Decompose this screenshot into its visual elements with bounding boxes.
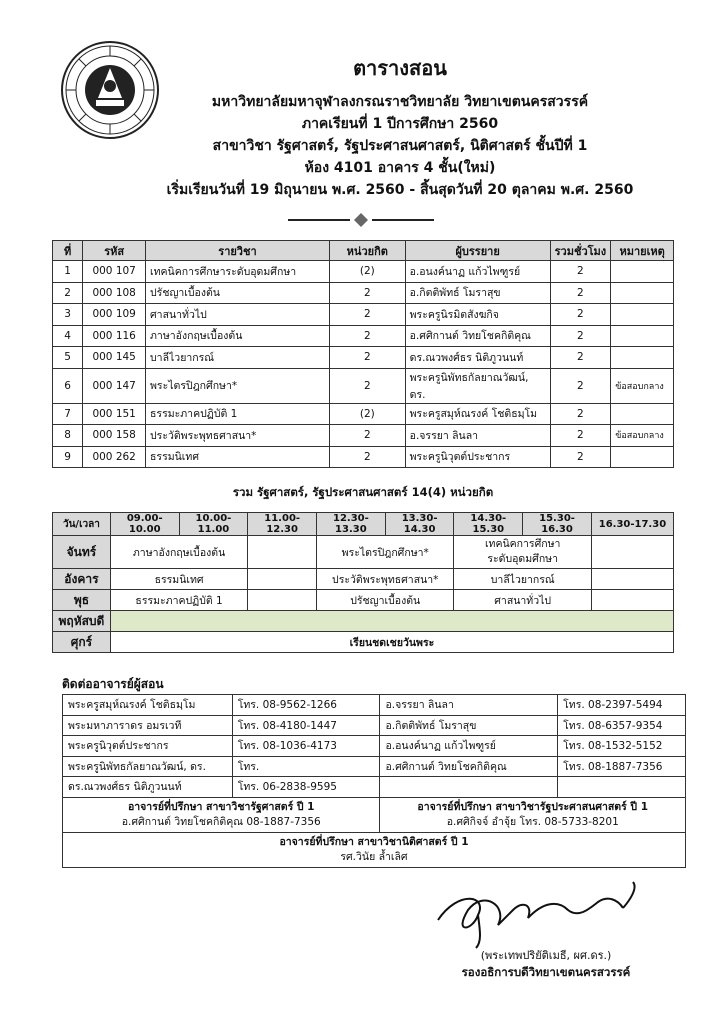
- contact-row: [63, 715, 686, 736]
- course-note: [611, 282, 674, 304]
- column-header: หน่วยกิต: [329, 241, 405, 261]
- course-credit: 2: [329, 347, 405, 369]
- course-lecturer: พระครูนิพัทธกัลยาณวัฒน์, ดร.: [405, 368, 550, 403]
- contact-phone: โทร. 08-1532-5152: [558, 736, 686, 757]
- course-credit: 2: [329, 425, 405, 447]
- course-hours: 2: [550, 325, 611, 347]
- column-header: รายวิชา: [146, 241, 330, 261]
- column-header: ผู้บรรยาย: [405, 241, 550, 261]
- document-header: [150, 52, 650, 201]
- course-no: 2: [53, 282, 83, 304]
- schedule-cell: ปรัชญาเบื้องต้น: [317, 590, 454, 611]
- course-code: 000 262: [83, 446, 146, 468]
- contact-phone: โทร. 08-4180-1447: [232, 715, 380, 736]
- course-hours: 2: [550, 282, 611, 304]
- course-name: ภาษาอังกฤษเบื้องต้น: [146, 325, 330, 347]
- contact-name: [380, 777, 558, 798]
- credit-summary: รวม รัฐศาสตร์, รัฐประศาสนศาสตร์ 14(4) หน่วยกิต: [232, 485, 494, 499]
- course-lecturer: พระครูสมุห์ณรงค์ โชติธมฺโม: [405, 403, 550, 425]
- day-label: อังคาร: [53, 569, 111, 590]
- course-code: 000 108: [83, 282, 146, 304]
- time-slot-header: 10.00-11.00: [179, 513, 248, 536]
- university-name: มหาวิทยาลัยมหาจุฬาลงกรณราชวิทยาลัย วิทยาเขตนครสวรรค์: [211, 94, 589, 110]
- contact-name: อ.อนงค์นาฏ แก้วไพฑูรย์: [380, 736, 558, 757]
- course-lecturer: ดร.ณวพงศ์ธร นิติภูวนนท์: [405, 347, 550, 369]
- course-lecturer: พระครูนิรมิตสังฆกิจ: [405, 304, 550, 326]
- weekly-schedule-table: [52, 512, 674, 653]
- advisor-info: อ.ศศิกิจจ์ อำจุ้ย โทร. 08-5733-8201: [446, 815, 619, 828]
- schedule-cell-line: ระดับอุดมศึกษา: [487, 553, 558, 565]
- contact-phone: โทร. 06-2838-9595: [232, 777, 380, 798]
- day-label: ศุกร์: [53, 632, 111, 653]
- contact-row: [63, 695, 686, 716]
- column-header: หมายเหตุ: [611, 241, 674, 261]
- schedule-cell-empty: [248, 536, 317, 569]
- course-no: 4: [53, 325, 83, 347]
- course-lecturer: อ.ศศิกานต์ วิทยโชคกิติคุณ: [405, 325, 550, 347]
- course-note: [611, 261, 674, 283]
- contact-name: อ.ศศิกานต์ วิทยโชคกิติคุณ: [380, 756, 558, 777]
- course-hours: 2: [550, 261, 611, 283]
- schedule-row-friday: [53, 632, 674, 653]
- schedule-cell-empty: [591, 590, 673, 611]
- contact-name: อ.จรรยา ลินลา: [380, 695, 558, 716]
- column-header: รวมชั่วโมง: [550, 241, 611, 261]
- time-slot-header: 09.00-10.00: [110, 513, 179, 536]
- schedule-cell: พระไตรปิฎกศึกษา*: [317, 536, 454, 569]
- schedule-cell: ธรรมะภาคปฏิบัติ 1: [110, 590, 247, 611]
- table-row: [53, 261, 674, 283]
- course-no: 5: [53, 347, 83, 369]
- day-label: พุธ: [53, 590, 111, 611]
- contact-row: [63, 736, 686, 757]
- schedule-corner: วัน/เวลา: [53, 513, 111, 536]
- course-hours: 2: [550, 425, 611, 447]
- contact-phone: โทร. 08-1036-4173: [232, 736, 380, 757]
- schedule-cell-empty: [110, 611, 673, 632]
- course-hours: 2: [550, 304, 611, 326]
- table-row: [53, 368, 674, 403]
- university-seal-logo: [60, 40, 160, 140]
- day-label: จันทร์: [53, 536, 111, 569]
- course-no: 6: [53, 368, 83, 403]
- advisor-title: อาจารย์ที่ปรึกษา สาขาวิชารัฐศาสตร์ ปี 1: [127, 800, 315, 813]
- course-note: ข้อสอบกลาง: [611, 368, 674, 403]
- course-note: [611, 304, 674, 326]
- schedule-cell: [454, 536, 591, 569]
- schedule-row-monday: [53, 536, 674, 569]
- contact-phone: โทร. 08-1887-7356: [558, 756, 686, 777]
- time-slot-header: 13.30-14.30: [385, 513, 454, 536]
- course-hours: 2: [550, 347, 611, 369]
- contacts-table: [62, 694, 686, 868]
- time-slot-header: 15.30-16.30: [523, 513, 592, 536]
- contact-name: พระครูสมุห์ณรงค์ โชติธมฺโม: [63, 695, 233, 716]
- contact-row: [63, 777, 686, 798]
- advisor-political-science: [63, 797, 380, 832]
- advisor-title: อาจารย์ที่ปรึกษา สาขาวิชารัฐประศาสนศาสตร์ ปี 1: [417, 800, 649, 813]
- contacts-title: ติดต่ออาจารย์ผู้สอน: [62, 677, 164, 691]
- course-note: [611, 446, 674, 468]
- signatory-position: รองอธิการบดีวิทยาเขตนครสวรรค์: [461, 965, 631, 979]
- course-hours: 2: [550, 403, 611, 425]
- document-title: ตารางสอน: [353, 56, 447, 80]
- table-row: [53, 282, 674, 304]
- header-divider: [288, 212, 434, 228]
- course-no: 8: [53, 425, 83, 447]
- course-note: [611, 347, 674, 369]
- course-code: 000 109: [83, 304, 146, 326]
- course-code: 000 151: [83, 403, 146, 425]
- schedule-row-tuesday: [53, 569, 674, 590]
- course-hours: 2: [550, 446, 611, 468]
- schedule-cell-empty: [591, 536, 673, 569]
- contact-name: อ.กิตติพัทธ์ โมราสุข: [380, 715, 558, 736]
- schedule-cell-line: เทคนิคการศึกษา: [484, 538, 561, 550]
- contact-row: [63, 756, 686, 777]
- course-credit: 2: [329, 325, 405, 347]
- contact-phone: โทร. 08-6357-9354: [558, 715, 686, 736]
- course-no: 7: [53, 403, 83, 425]
- schedule-cell-empty: [248, 569, 317, 590]
- date-range-line: เริ่มเรียนวันที่ 19 มิถุนายน พ.ศ. 2560 - สิ้นสุดวันที่ 20 ตุลาคม พ.ศ. 2560: [166, 182, 634, 198]
- course-credit: (2): [329, 403, 405, 425]
- contact-phone: โทร.: [232, 756, 380, 777]
- contact-name: ดร.ณวพงศ์ธร นิติภูวนนท์: [63, 777, 233, 798]
- contact-name: พระมหาภาราดร อมรเวที: [63, 715, 233, 736]
- contact-phone: [558, 777, 686, 798]
- day-label: พฤหัสบดี: [53, 611, 111, 632]
- table-row: [53, 403, 674, 425]
- contact-name: พระครูนิวุตต์ประชากร: [63, 736, 233, 757]
- course-code: 000 145: [83, 347, 146, 369]
- course-note: [611, 403, 674, 425]
- schedule-cell: ประวัติพระพุทธศาสนา*: [317, 569, 454, 590]
- room-line: ห้อง 4101 อาคาร 4 ชั้น(ใหม่): [304, 160, 496, 176]
- advisor-row: [63, 797, 686, 832]
- course-note: ข้อสอบกลาง: [611, 425, 674, 447]
- contact-phone: โทร. 08-2397-5494: [558, 695, 686, 716]
- course-lecturer: อ.จรรยา ลินลา: [405, 425, 550, 447]
- handwritten-signature: [418, 880, 648, 950]
- course-name: พระไตรปิฎกศึกษา*: [146, 368, 330, 403]
- course-name: เทคนิคการศึกษาระดับอุดมศึกษา: [146, 261, 330, 283]
- contact-phone: โทร. 08-9562-1266: [232, 695, 380, 716]
- course-name: ศาสนาทั่วไป: [146, 304, 330, 326]
- course-no: 1: [53, 261, 83, 283]
- advisor-title: อาจารย์ที่ปรึกษา สาขาวิชานิติศาสตร์ ปี 1: [279, 835, 469, 848]
- signatory-name: (พระเทพปริยัติเมธี, ผศ.ดร.): [480, 949, 612, 962]
- schedule-header-row: [53, 513, 674, 536]
- table-row: [53, 347, 674, 369]
- course-table: [52, 240, 674, 468]
- advisor-info: รศ.วินัย ล้ำเลิศ: [340, 850, 408, 863]
- course-lecturer: พระครูนิวุตต์ประชากร: [405, 446, 550, 468]
- course-credit: 2: [329, 282, 405, 304]
- table-row: [53, 446, 674, 468]
- column-header: รหัส: [83, 241, 146, 261]
- time-slot-header: 12.30-13.30: [317, 513, 386, 536]
- course-note: [611, 325, 674, 347]
- schedule-cell: ภาษาอังกฤษเบื้องต้น: [110, 536, 247, 569]
- advisor-info: อ.ศศิกานต์ วิทยโชคกิติคุณ 08-1887-7356: [121, 815, 321, 828]
- schedule-cell-empty: [591, 569, 673, 590]
- course-name: ปรัชญาเบื้องต้น: [146, 282, 330, 304]
- course-code: 000 107: [83, 261, 146, 283]
- course-name: บาลีไวยากรณ์: [146, 347, 330, 369]
- table-row: [53, 425, 674, 447]
- course-lecturer: อ.กิตติพัทธ์ โมราสุข: [405, 282, 550, 304]
- course-credit: (2): [329, 261, 405, 283]
- schedule-cell: เรียนชดเชยวันพระ: [110, 632, 673, 653]
- schedule-row-thursday: [53, 611, 674, 632]
- course-credit: 2: [329, 368, 405, 403]
- semester-line: ภาคเรียนที่ 1 ปีการศึกษา 2560: [301, 116, 499, 132]
- course-credit: 2: [329, 446, 405, 468]
- contact-name: พระครูนิพัทธกัลยาณวัฒน์, ดร.: [63, 756, 233, 777]
- course-name: ประวัติพระพุทธศาสนา*: [146, 425, 330, 447]
- schedule-cell: บาลีไวยากรณ์: [454, 569, 591, 590]
- schedule-cell: ศาสนาทั่วไป: [454, 590, 591, 611]
- table-row: [53, 304, 674, 326]
- table-row: [53, 325, 674, 347]
- course-table-header: [53, 241, 674, 261]
- course-code: 000 116: [83, 325, 146, 347]
- course-code: 000 147: [83, 368, 146, 403]
- time-slot-header: 14.30-15.30: [454, 513, 523, 536]
- course-code: 000 158: [83, 425, 146, 447]
- course-no: 9: [53, 446, 83, 468]
- advisor-law: [63, 832, 686, 867]
- course-credit: 2: [329, 304, 405, 326]
- schedule-cell: ธรรมนิเทศ: [110, 569, 247, 590]
- course-name: ธรรมะภาคปฏิบัติ 1: [146, 403, 330, 425]
- advisor-public-administration: [380, 797, 686, 832]
- time-slot-header: 11.00-12.30: [248, 513, 317, 536]
- course-lecturer: อ.อนงค์นาฏ แก้วไพฑูรย์: [405, 261, 550, 283]
- course-no: 3: [53, 304, 83, 326]
- course-name: ธรรมนิเทศ: [146, 446, 330, 468]
- course-hours: 2: [550, 368, 611, 403]
- advisor-row: [63, 832, 686, 867]
- schedule-row-wednesday: [53, 590, 674, 611]
- time-slot-header: 16.30-17.30: [591, 513, 673, 536]
- program-line: สาขาวิชา รัฐศาสตร์, รัฐประศาสนศาสตร์, นิติศาสตร์ ชั้นปีที่ 1: [212, 138, 588, 154]
- schedule-cell-empty: [248, 590, 317, 611]
- column-header: ที่: [53, 241, 83, 261]
